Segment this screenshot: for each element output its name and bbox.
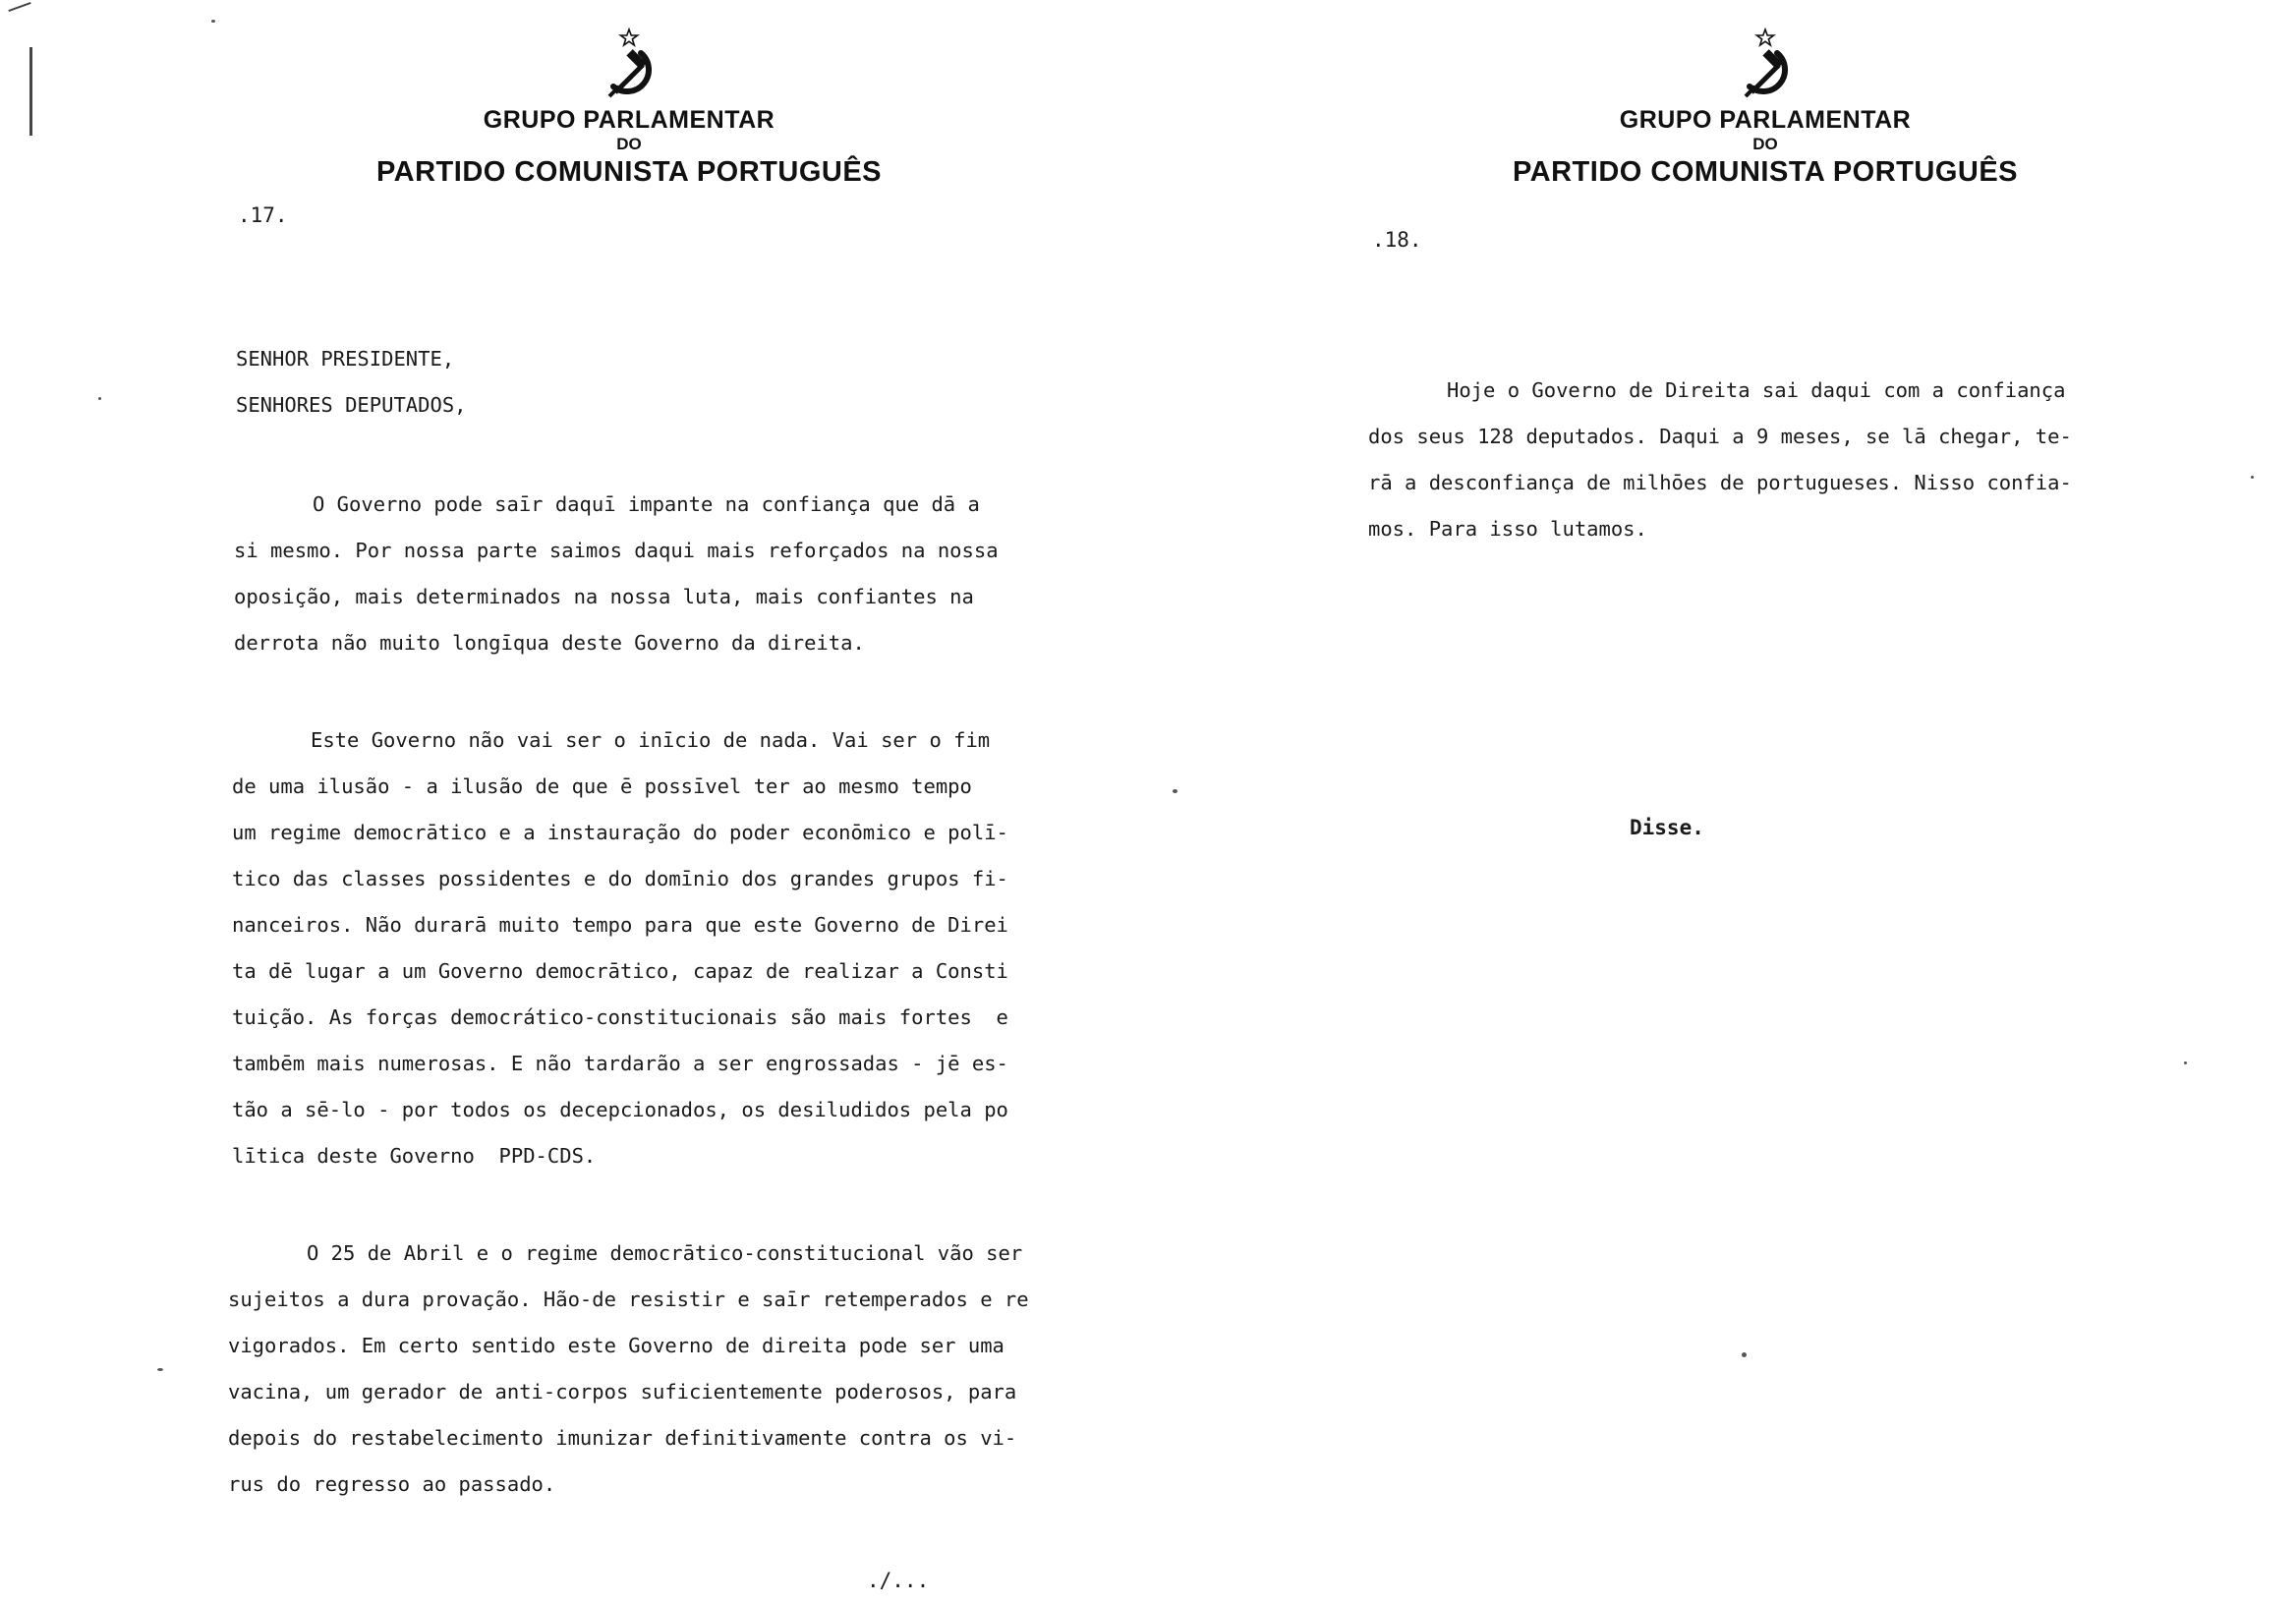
salutation xyxy=(236,336,467,429)
continuation-mark: ./... xyxy=(867,1569,930,1592)
text-line: O Governo pode saīr daquī impante na confiança que dā a xyxy=(313,492,980,516)
letterhead-line1: GRUPO PARLAMENTAR xyxy=(1619,106,1912,134)
text-line: tão a sē-lo - por todos os decepcionados, os desiludidos pela po xyxy=(232,1098,1008,1121)
scan-speck xyxy=(157,1368,163,1371)
text-line: oposição, mais determinados na nossa luta, mais confiantes na xyxy=(234,585,974,608)
paragraph-1 xyxy=(234,482,999,666)
paragraph-2 xyxy=(232,717,1008,1179)
text-line: vacina, um gerador de anti-corpos suficientemente poderosos, para xyxy=(228,1380,1017,1404)
text-line: um regime democrātico e a instauração do poder econōmico e polī- xyxy=(232,821,1008,844)
scan-speck xyxy=(98,397,101,400)
scan-mark xyxy=(29,47,32,136)
right-page-content xyxy=(1148,0,2296,1604)
text-line: sujeitos a dura provação. Hão-de resistir e saīr retemperados e re xyxy=(228,1288,1029,1311)
text-line: lītica deste Governo PPD-CDS. xyxy=(232,1144,597,1168)
letterhead-right xyxy=(1461,26,2070,189)
text-line: tico das classes possidentes e do domīnio dos grandes grupos fi- xyxy=(232,867,1008,890)
paragraph-3 xyxy=(228,1231,1029,1508)
text-line: Hoje o Governo de Direita sai daqui com a confiança xyxy=(1447,378,2066,402)
page-number: .18. xyxy=(1372,228,1422,252)
salutation-line: SENHORES DEPUTADOS, xyxy=(236,393,467,417)
text-line: tuição. As forças democrático-constitucionais são mais fortes e xyxy=(232,1005,1008,1029)
scan-speck xyxy=(2251,476,2254,479)
letterhead-line1: GRUPO PARLAMENTAR xyxy=(483,106,775,134)
letterhead xyxy=(324,26,934,189)
hammer-and-sickle-star-icon xyxy=(1726,26,1805,104)
text-line: nanceiros. Não durarā muito tempo para que este Governo de Direi xyxy=(232,913,1008,937)
letterhead-line3: PARTIDO COMUNISTA PORTUGUÊS xyxy=(375,156,883,188)
text-line: depois do restabelecimento imunizar definitivamente contra os vi- xyxy=(228,1426,1017,1450)
hammer-and-sickle-star-icon xyxy=(590,26,668,104)
letterhead-line3: PARTIDO COMUNISTA PORTUGUÊS xyxy=(1512,156,2019,188)
text-line: O 25 de Abril e o regime democrātico-constitucional vão ser xyxy=(307,1241,1023,1265)
scan-speck xyxy=(1742,1352,1747,1357)
text-line: tambēm mais numerosas. E não tardarão a ser engrossadas - jē es- xyxy=(232,1052,1008,1075)
text-line: derrota não muito longīqua deste Governo da direita. xyxy=(234,631,865,655)
scan-mark xyxy=(8,2,30,12)
text-line: ta dē lugar a um Governo democrātico, capaz de realizar a Consti xyxy=(232,959,1008,983)
text-line: Este Governo não vai ser o inīcio de nada. Vai ser o fim xyxy=(311,728,991,752)
closing-word: Disse. xyxy=(1630,816,1704,839)
text-line: vigorados. Em certo sentido este Governo de direita pode ser uma xyxy=(228,1334,1004,1357)
paragraph-1 xyxy=(1368,368,2072,552)
letterhead-line2: DO xyxy=(616,135,642,153)
page-number: .17. xyxy=(238,203,288,227)
scan-speck xyxy=(2184,1061,2187,1064)
text-line: mos. Para isso lutamos. xyxy=(1368,517,1647,541)
text-line: rā a desconfiança de milhōes de portugueses. Nisso confia- xyxy=(1368,471,2072,494)
salutation-line: SENHOR PRESIDENTE, xyxy=(236,347,455,371)
text-line: si mesmo. Por nossa parte saimos daqui mais reforçados na nossa xyxy=(234,539,999,562)
text-line: dos seus 128 deputados. Daqui a 9 meses, se lā chegar, te- xyxy=(1368,425,2072,448)
scan-speck xyxy=(211,20,215,23)
letterhead-line2: DO xyxy=(1752,135,1778,153)
text-line: de uma ilusão - a ilusão de que ē possīvel ter ao mesmo tempo xyxy=(232,774,972,798)
text-line: rus do regresso ao passado. xyxy=(228,1472,556,1496)
